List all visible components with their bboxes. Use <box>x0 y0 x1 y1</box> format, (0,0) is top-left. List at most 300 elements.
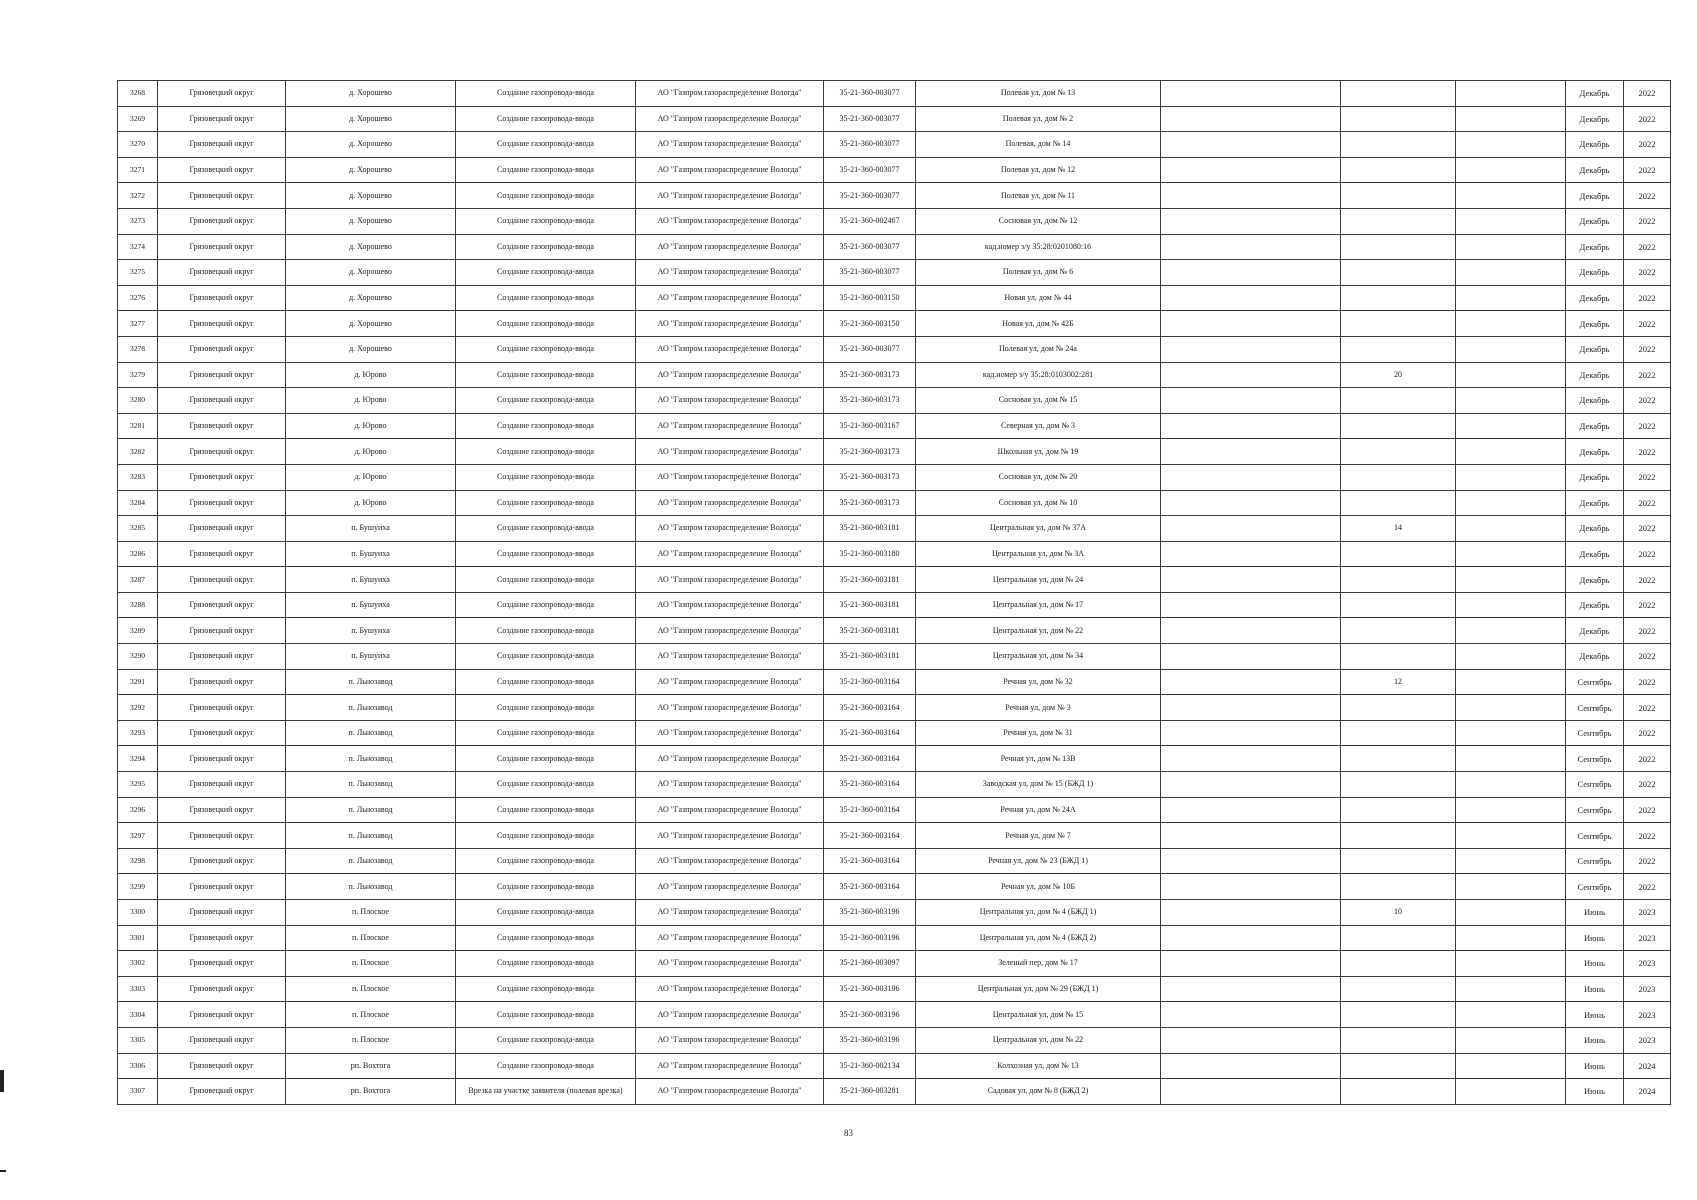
empty-cell <box>1456 157 1566 183</box>
work-type-cell: Создание газопровода-ввода <box>456 618 636 644</box>
table-row <box>118 362 1671 388</box>
empty-cell <box>1456 797 1566 823</box>
year-cell: 2022 <box>1624 772 1671 798</box>
address-cell: Центральная ул, дом № 3А <box>916 541 1161 567</box>
empty-cell <box>1456 900 1566 926</box>
empty-cell <box>1456 848 1566 874</box>
empty-cell <box>1161 644 1341 670</box>
year-cell: 2022 <box>1624 746 1671 772</box>
object-code-cell: 35-21-360-003181 <box>824 618 916 644</box>
empty-cell <box>1161 516 1341 542</box>
work-type-cell: Создание газопровода-ввода <box>456 592 636 618</box>
organization-cell: АО "Газпром газораспределение Вологда" <box>636 260 824 286</box>
work-type-cell: Создание газопровода-ввода <box>456 490 636 516</box>
object-code-cell: 35-21-360-003164 <box>824 848 916 874</box>
year-cell: 2022 <box>1624 157 1671 183</box>
empty-cell <box>1456 669 1566 695</box>
empty-cell <box>1161 464 1341 490</box>
address-cell: Центральная ул, дом № 4 (БЖД 1) <box>916 900 1161 926</box>
table-row <box>118 874 1671 900</box>
table-row <box>118 1053 1671 1079</box>
year-cell: 2022 <box>1624 644 1671 670</box>
empty-cell <box>1456 183 1566 209</box>
row-number-cell: 3287 <box>118 567 158 593</box>
empty-cell <box>1456 746 1566 772</box>
row-number-cell: 3301 <box>118 925 158 951</box>
object-code-cell: 35-21-360-003164 <box>824 772 916 798</box>
work-type-cell: Создание газопровода-ввода <box>456 976 636 1002</box>
empty-cell <box>1161 1002 1341 1028</box>
year-cell: 2022 <box>1624 311 1671 337</box>
address-cell: Центральная ул, дом № 15 <box>916 1002 1161 1028</box>
table-row <box>118 516 1671 542</box>
object-code-cell: 35-21-360-003150 <box>824 311 916 337</box>
table-row <box>118 439 1671 465</box>
address-cell: Заводская ул, дом № 15 (БЖД 1) <box>916 772 1161 798</box>
table-row <box>118 848 1671 874</box>
empty-cell <box>1161 772 1341 798</box>
year-cell: 2022 <box>1624 669 1671 695</box>
object-code-cell: 35-21-360-003281 <box>824 1079 916 1105</box>
address-cell: Речная ул, дом № 23 (БЖД 1) <box>916 848 1161 874</box>
work-type-cell: Создание газопровода-ввода <box>456 541 636 567</box>
empty-cell <box>1456 516 1566 542</box>
empty-cell <box>1456 413 1566 439</box>
work-type-cell: Создание газопровода-ввода <box>456 925 636 951</box>
year-cell: 2023 <box>1624 951 1671 977</box>
locality-cell: д. Хорошево <box>286 183 456 209</box>
object-code-cell: 35-21-360-003196 <box>824 1027 916 1053</box>
count-cell <box>1341 311 1456 337</box>
table-row <box>118 644 1671 670</box>
row-number-cell: 3272 <box>118 183 158 209</box>
organization-cell: АО "Газпром газораспределение Вологда" <box>636 516 824 542</box>
year-cell: 2022 <box>1624 823 1671 849</box>
table-row <box>118 490 1671 516</box>
empty-cell <box>1161 311 1341 337</box>
object-code-cell: 35-21-360-003181 <box>824 644 916 670</box>
year-cell: 2022 <box>1624 695 1671 721</box>
district-cell: Грязовецкий округ <box>158 1002 286 1028</box>
district-cell: Грязовецкий округ <box>158 541 286 567</box>
address-cell: Полевая ул, дом № 13 <box>916 81 1161 107</box>
month-cell: Декабрь <box>1566 490 1624 516</box>
district-cell: Грязовецкий округ <box>158 464 286 490</box>
organization-cell: АО "Газпром газораспределение Вологда" <box>636 618 824 644</box>
organization-cell: АО "Газпром газораспределение Вологда" <box>636 848 824 874</box>
district-cell: Грязовецкий округ <box>158 1053 286 1079</box>
month-cell: Декабрь <box>1566 516 1624 542</box>
row-number-cell: 3270 <box>118 132 158 158</box>
row-number-cell: 3284 <box>118 490 158 516</box>
organization-cell: АО "Газпром газораспределение Вологда" <box>636 541 824 567</box>
district-cell: Грязовецкий округ <box>158 925 286 951</box>
row-number-cell: 3271 <box>118 157 158 183</box>
row-number-cell: 3294 <box>118 746 158 772</box>
locality-cell: п. Плоское <box>286 900 456 926</box>
organization-cell: АО "Газпром газораспределение Вологда" <box>636 669 824 695</box>
year-cell: 2022 <box>1624 618 1671 644</box>
row-number-cell: 3281 <box>118 413 158 439</box>
organization-cell: АО "Газпром газораспределение Вологда" <box>636 362 824 388</box>
address-cell: Зеленый пер, дом № 17 <box>916 951 1161 977</box>
table-row <box>118 592 1671 618</box>
work-type-cell: Создание газопровода-ввода <box>456 285 636 311</box>
table-row <box>118 541 1671 567</box>
month-cell: Июнь <box>1566 1027 1624 1053</box>
count-cell <box>1341 772 1456 798</box>
month-cell: Декабрь <box>1566 336 1624 362</box>
row-number-cell: 3289 <box>118 618 158 644</box>
organization-cell: АО "Газпром газораспределение Вологда" <box>636 823 824 849</box>
empty-cell <box>1161 797 1341 823</box>
district-cell: Грязовецкий округ <box>158 746 286 772</box>
empty-cell <box>1456 592 1566 618</box>
object-code-cell: 35-21-360-003164 <box>824 874 916 900</box>
work-type-cell: Создание газопровода-ввода <box>456 848 636 874</box>
organization-cell: АО "Газпром газораспределение Вологда" <box>636 772 824 798</box>
locality-cell: рп. Вохтога <box>286 1053 456 1079</box>
count-cell <box>1341 464 1456 490</box>
year-cell: 2022 <box>1624 592 1671 618</box>
address-cell: Северная ул, дом № 3 <box>916 413 1161 439</box>
organization-cell: АО "Газпром газораспределение Вологда" <box>636 285 824 311</box>
table-row <box>118 157 1671 183</box>
district-cell: Грязовецкий округ <box>158 234 286 260</box>
district-cell: Грязовецкий округ <box>158 976 286 1002</box>
empty-cell <box>1161 1079 1341 1105</box>
table-row <box>118 388 1671 414</box>
locality-cell: п. Льнозавод <box>286 874 456 900</box>
work-type-cell: Создание газопровода-ввода <box>456 311 636 337</box>
locality-cell: д. Юрово <box>286 362 456 388</box>
year-cell: 2022 <box>1624 567 1671 593</box>
organization-cell: АО "Газпром газораспределение Вологда" <box>636 106 824 132</box>
district-cell: Грязовецкий округ <box>158 260 286 286</box>
month-cell: Июнь <box>1566 951 1624 977</box>
address-cell: кад.номер з/у 35:28:0201080:16 <box>916 234 1161 260</box>
empty-cell <box>1161 592 1341 618</box>
table-row <box>118 925 1671 951</box>
organization-cell: АО "Газпром газораспределение Вологда" <box>636 695 824 721</box>
organization-cell: АО "Газпром газораспределение Вологда" <box>636 976 824 1002</box>
empty-cell <box>1161 669 1341 695</box>
organization-cell: АО "Газпром газораспределение Вологда" <box>636 567 824 593</box>
empty-cell <box>1161 490 1341 516</box>
count-cell <box>1341 1079 1456 1105</box>
empty-cell <box>1456 1079 1566 1105</box>
year-cell: 2022 <box>1624 490 1671 516</box>
month-cell: Декабрь <box>1566 413 1624 439</box>
count-cell <box>1341 976 1456 1002</box>
empty-cell <box>1456 695 1566 721</box>
row-number-cell: 3282 <box>118 439 158 465</box>
count-cell <box>1341 848 1456 874</box>
count-cell <box>1341 1027 1456 1053</box>
empty-cell <box>1161 1053 1341 1079</box>
locality-cell: д. Юрово <box>286 464 456 490</box>
table-row <box>118 1002 1671 1028</box>
work-type-cell: Создание газопровода-ввода <box>456 746 636 772</box>
table-row <box>118 772 1671 798</box>
table-row <box>118 183 1671 209</box>
district-cell: Грязовецкий округ <box>158 439 286 465</box>
object-code-cell: 35-21-360-003077 <box>824 157 916 183</box>
address-cell: Полевая ул, дом № 11 <box>916 183 1161 209</box>
count-cell <box>1341 234 1456 260</box>
locality-cell: д. Хорошево <box>286 81 456 107</box>
empty-cell <box>1456 132 1566 158</box>
row-number-cell: 3279 <box>118 362 158 388</box>
empty-cell <box>1456 1053 1566 1079</box>
district-cell: Грязовецкий округ <box>158 516 286 542</box>
empty-cell <box>1161 413 1341 439</box>
count-cell: 10 <box>1341 900 1456 926</box>
work-type-cell: Создание газопровода-ввода <box>456 464 636 490</box>
locality-cell: п. Льнозавод <box>286 848 456 874</box>
count-cell <box>1341 746 1456 772</box>
district-cell: Грязовецкий округ <box>158 132 286 158</box>
object-code-cell: 35-21-360-003164 <box>824 695 916 721</box>
organization-cell: АО "Газпром газораспределение Вологда" <box>636 439 824 465</box>
year-cell: 2022 <box>1624 439 1671 465</box>
year-cell: 2022 <box>1624 874 1671 900</box>
empty-cell <box>1161 234 1341 260</box>
month-cell: Декабрь <box>1566 644 1624 670</box>
row-number-cell: 3298 <box>118 848 158 874</box>
year-cell: 2022 <box>1624 132 1671 158</box>
table-row <box>118 746 1671 772</box>
page-number: 83 <box>844 1128 853 1138</box>
empty-cell <box>1161 388 1341 414</box>
empty-cell <box>1161 285 1341 311</box>
empty-cell <box>1456 311 1566 337</box>
locality-cell: д. Хорошево <box>286 336 456 362</box>
month-cell: Декабрь <box>1566 464 1624 490</box>
row-number-cell: 3293 <box>118 720 158 746</box>
count-cell <box>1341 592 1456 618</box>
row-number-cell: 3305 <box>118 1027 158 1053</box>
object-code-cell: 35-21-360-003164 <box>824 797 916 823</box>
address-cell: Центральная ул, дом № 17 <box>916 592 1161 618</box>
work-type-cell: Создание газопровода-ввода <box>456 1027 636 1053</box>
organization-cell: АО "Газпром газораспределение Вологда" <box>636 951 824 977</box>
table-row <box>118 797 1671 823</box>
address-cell: Сосновая ул, дом № 10 <box>916 490 1161 516</box>
year-cell: 2022 <box>1624 234 1671 260</box>
count-cell <box>1341 183 1456 209</box>
count-cell <box>1341 81 1456 107</box>
organization-cell: АО "Газпром газораспределение Вологда" <box>636 720 824 746</box>
address-cell: Центральная ул, дом № 22 <box>916 618 1161 644</box>
object-code-cell: 35-21-360-003173 <box>824 439 916 465</box>
year-cell: 2022 <box>1624 285 1671 311</box>
address-cell: Полевая ул, дом № 2 <box>916 106 1161 132</box>
month-cell: Декабрь <box>1566 311 1624 337</box>
count-cell <box>1341 695 1456 721</box>
count-cell <box>1341 388 1456 414</box>
locality-cell: д. Хорошево <box>286 260 456 286</box>
locality-cell: п. Плоское <box>286 925 456 951</box>
empty-cell <box>1161 951 1341 977</box>
address-cell: Сосновая ул, дом № 15 <box>916 388 1161 414</box>
organization-cell: АО "Газпром газораспределение Вологда" <box>636 132 824 158</box>
district-cell: Грязовецкий округ <box>158 644 286 670</box>
work-type-cell: Создание газопровода-ввода <box>456 567 636 593</box>
locality-cell: п. Бушуиха <box>286 592 456 618</box>
empty-cell <box>1161 541 1341 567</box>
address-cell: Центральная ул, дом № 34 <box>916 644 1161 670</box>
address-cell: кад.номер з/у 35:28:0103002:281 <box>916 362 1161 388</box>
empty-cell <box>1456 874 1566 900</box>
object-code-cell: 35-21-360-003181 <box>824 592 916 618</box>
year-cell: 2022 <box>1624 362 1671 388</box>
locality-cell: д. Хорошево <box>286 208 456 234</box>
address-cell: Полевая ул, дом № 12 <box>916 157 1161 183</box>
empty-cell <box>1161 618 1341 644</box>
year-cell: 2022 <box>1624 464 1671 490</box>
row-number-cell: 3297 <box>118 823 158 849</box>
organization-cell: АО "Газпром газораспределение Вологда" <box>636 1027 824 1053</box>
work-type-cell: Создание газопровода-ввода <box>456 208 636 234</box>
locality-cell: д. Хорошево <box>286 106 456 132</box>
object-code-cell: 35-21-360-003077 <box>824 260 916 286</box>
empty-cell <box>1161 746 1341 772</box>
locality-cell: рп. Вохтога <box>286 1079 456 1105</box>
object-code-cell: 35-21-360-003097 <box>824 951 916 977</box>
table-row <box>118 132 1671 158</box>
organization-cell: АО "Газпром газораспределение Вологда" <box>636 464 824 490</box>
row-number-cell: 3295 <box>118 772 158 798</box>
work-type-cell: Создание газопровода-ввода <box>456 900 636 926</box>
work-type-cell: Создание газопровода-ввода <box>456 413 636 439</box>
table-row <box>118 618 1671 644</box>
object-code-cell: 35-21-360-003164 <box>824 669 916 695</box>
year-cell: 2022 <box>1624 208 1671 234</box>
object-code-cell: 35-21-360-003181 <box>824 567 916 593</box>
district-cell: Грязовецкий округ <box>158 362 286 388</box>
locality-cell: п. Льнозавод <box>286 669 456 695</box>
locality-cell: д. Хорошево <box>286 285 456 311</box>
count-cell <box>1341 874 1456 900</box>
district-cell: Грязовецкий округ <box>158 208 286 234</box>
table-row <box>118 464 1671 490</box>
table-row <box>118 900 1671 926</box>
work-type-cell: Создание газопровода-ввода <box>456 1002 636 1028</box>
table-row <box>118 234 1671 260</box>
locality-cell: п. Плоское <box>286 1027 456 1053</box>
year-cell: 2022 <box>1624 541 1671 567</box>
organization-cell: АО "Газпром газораспределение Вологда" <box>636 592 824 618</box>
table-row <box>118 208 1671 234</box>
district-cell: Грязовецкий округ <box>158 413 286 439</box>
empty-cell <box>1161 823 1341 849</box>
count-cell <box>1341 490 1456 516</box>
district-cell: Грязовецкий округ <box>158 106 286 132</box>
object-code-cell: 35-21-360-003181 <box>824 516 916 542</box>
empty-cell <box>1161 720 1341 746</box>
month-cell: Декабрь <box>1566 618 1624 644</box>
month-cell: Декабрь <box>1566 234 1624 260</box>
table-row <box>118 976 1671 1002</box>
empty-cell <box>1456 464 1566 490</box>
address-cell: Полевая ул, дом № 6 <box>916 260 1161 286</box>
district-cell: Грязовецкий округ <box>158 285 286 311</box>
object-code-cell: 35-21-360-003196 <box>824 900 916 926</box>
row-number-cell: 3296 <box>118 797 158 823</box>
month-cell: Декабрь <box>1566 541 1624 567</box>
month-cell: Сентябрь <box>1566 746 1624 772</box>
organization-cell: АО "Газпром газораспределение Вологда" <box>636 208 824 234</box>
object-code-cell: 35-21-360-003164 <box>824 720 916 746</box>
empty-cell <box>1456 208 1566 234</box>
empty-cell <box>1161 260 1341 286</box>
row-number-cell: 3269 <box>118 106 158 132</box>
month-cell: Июнь <box>1566 1079 1624 1105</box>
locality-cell: п. Льнозавод <box>286 695 456 721</box>
organization-cell: АО "Газпром газораспределение Вологда" <box>636 388 824 414</box>
district-cell: Грязовецкий округ <box>158 1079 286 1105</box>
work-type-cell: Создание газопровода-ввода <box>456 516 636 542</box>
row-number-cell: 3276 <box>118 285 158 311</box>
address-cell: Садовая ул, дом № 8 (БЖД 2) <box>916 1079 1161 1105</box>
year-cell: 2022 <box>1624 720 1671 746</box>
empty-cell <box>1161 848 1341 874</box>
scan-mark <box>0 1070 4 1092</box>
locality-cell: д. Хорошево <box>286 132 456 158</box>
empty-cell <box>1161 183 1341 209</box>
work-type-cell: Создание газопровода-ввода <box>456 362 636 388</box>
empty-cell <box>1161 695 1341 721</box>
locality-cell: д. Юрово <box>286 439 456 465</box>
table-row <box>118 1079 1671 1105</box>
count-cell <box>1341 823 1456 849</box>
address-cell: Сосновая ул, дом № 12 <box>916 208 1161 234</box>
month-cell: Сентябрь <box>1566 772 1624 798</box>
month-cell: Декабрь <box>1566 106 1624 132</box>
month-cell: Июнь <box>1566 1002 1624 1028</box>
count-cell <box>1341 132 1456 158</box>
row-number-cell: 3277 <box>118 311 158 337</box>
district-cell: Грязовецкий округ <box>158 874 286 900</box>
organization-cell: АО "Газпром газораспределение Вологда" <box>636 1079 824 1105</box>
month-cell: Сентябрь <box>1566 669 1624 695</box>
organization-cell: АО "Газпром газораспределение Вологда" <box>636 746 824 772</box>
row-number-cell: 3288 <box>118 592 158 618</box>
work-type-cell: Создание газопровода-ввода <box>456 874 636 900</box>
organization-cell: АО "Газпром газораспределение Вологда" <box>636 413 824 439</box>
row-number-cell: 3275 <box>118 260 158 286</box>
work-type-cell: Создание газопровода-ввода <box>456 260 636 286</box>
object-code-cell: 35-21-360-003077 <box>824 81 916 107</box>
locality-cell: д. Юрово <box>286 388 456 414</box>
address-cell: Речная ул, дом № 31 <box>916 720 1161 746</box>
address-cell: Новая ул, дом № 42Б <box>916 311 1161 337</box>
organization-cell: АО "Газпром газораспределение Вологда" <box>636 234 824 260</box>
work-type-cell: Создание газопровода-ввода <box>456 951 636 977</box>
row-number-cell: 3307 <box>118 1079 158 1105</box>
empty-cell <box>1456 976 1566 1002</box>
year-cell: 2022 <box>1624 81 1671 107</box>
work-type-cell: Создание газопровода-ввода <box>456 772 636 798</box>
row-number-cell: 3300 <box>118 900 158 926</box>
year-cell: 2022 <box>1624 848 1671 874</box>
empty-cell <box>1161 439 1341 465</box>
month-cell: Сентябрь <box>1566 874 1624 900</box>
count-cell <box>1341 413 1456 439</box>
empty-cell <box>1161 208 1341 234</box>
row-number-cell: 3283 <box>118 464 158 490</box>
